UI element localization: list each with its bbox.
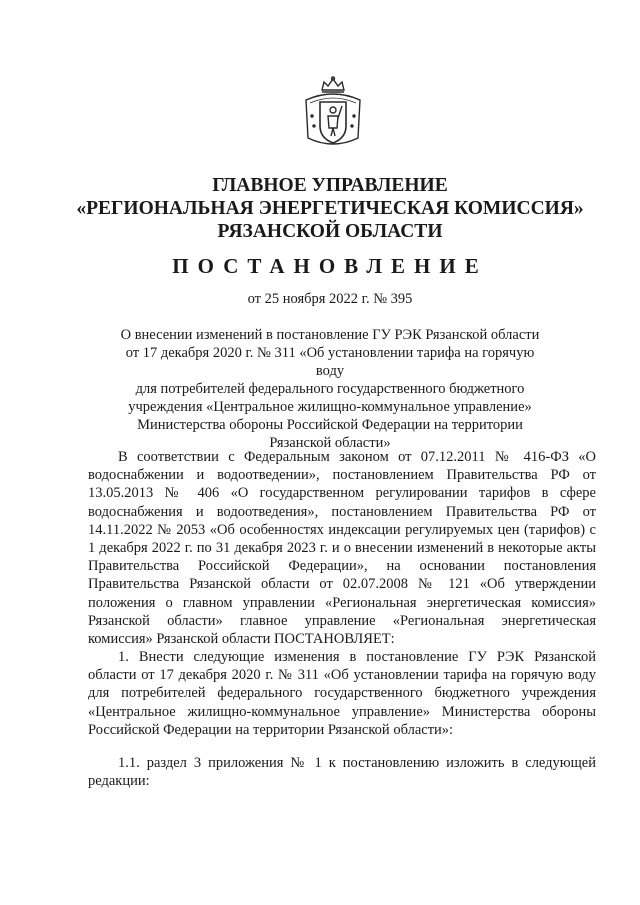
preamble-paragraph — [88, 448, 596, 648]
org-line: ГЛАВНОЕ УПРАВЛЕНИЕ — [212, 175, 448, 196]
org-line: «РЕГИОНАЛЬНАЯ ЭНЕРГЕТИЧЕСКАЯ КОМИССИЯ» — [76, 198, 584, 219]
subject-line: Министерства обороны Российской Федерации на территории — [137, 417, 523, 433]
item-1-1-paragraph — [88, 754, 596, 790]
document-type-title: ПОСТАНОВЛЕНИЕ — [172, 254, 488, 278]
subject-line: учреждения «Центральное жилищно-коммунальное управление» — [128, 399, 532, 415]
subject-line: от 17 декабря 2020 г. № 311 «Об установлении тарифа на горячую воду — [125, 345, 535, 379]
subject-line: для потребителей федерального государственного бюджетного — [135, 381, 525, 397]
preamble-text: В соответствии с Федеральным законом от 07.12.2011 № 416-ФЗ «О водоснабжении и водоотведении», постановлением Правительства РФ от 13.05.2013 № 406 «О государственном регулировании тарифов в сфере водоснабжения и водоотведения», постановлением Правительства РФ от 14.11.2022 № 2053 «Об особенностях индексации регулируемых цен (тарифов) с 1 декабря 2022 г. по 31 декабря 2023 г. и о внесении изменений в некоторые акты Правительства Российской Федерации», на основании постановления Правительства Рязанской области от 02.07.2008 № 121 «Об утверждении положения о главном управлении «Региональная энергетическая комиссия» Рязанской области» главное управление «Региональная энергетическая комиссия» Рязанской области ПОСТАНОВЛЯЕТ: — [88, 449, 596, 648]
coat-of-arms-icon — [300, 76, 366, 156]
subject-line: О внесении изменений в постановление ГУ РЭК Рязанской области — [120, 327, 540, 343]
item-1-paragraph — [88, 648, 596, 739]
subject-line: Рязанской области» — [269, 435, 391, 451]
item-1-text: 1. Внести следующие изменения в постановление ГУ РЭК Рязанской области от 17 декабря 2020 г. № 311 «Об установлении тарифа на горячую воду для потребителей федерального государственного бюджетного учреждения «Центральное жилищно-коммунальное управление» Министерства обороны Российской Федерации на территории Рязанской области»: — [88, 649, 596, 738]
item-1-1-text: 1.1. раздел 3 приложения № 1 к постановлению изложить в следующей редакции: — [88, 755, 596, 790]
document-subject — [110, 326, 550, 452]
document-date-number: от 25 ноября 2022 г. № 395 — [247, 291, 413, 307]
organization-name — [60, 174, 600, 243]
org-line: РЯЗАНСКОЙ ОБЛАСТИ — [217, 221, 443, 242]
